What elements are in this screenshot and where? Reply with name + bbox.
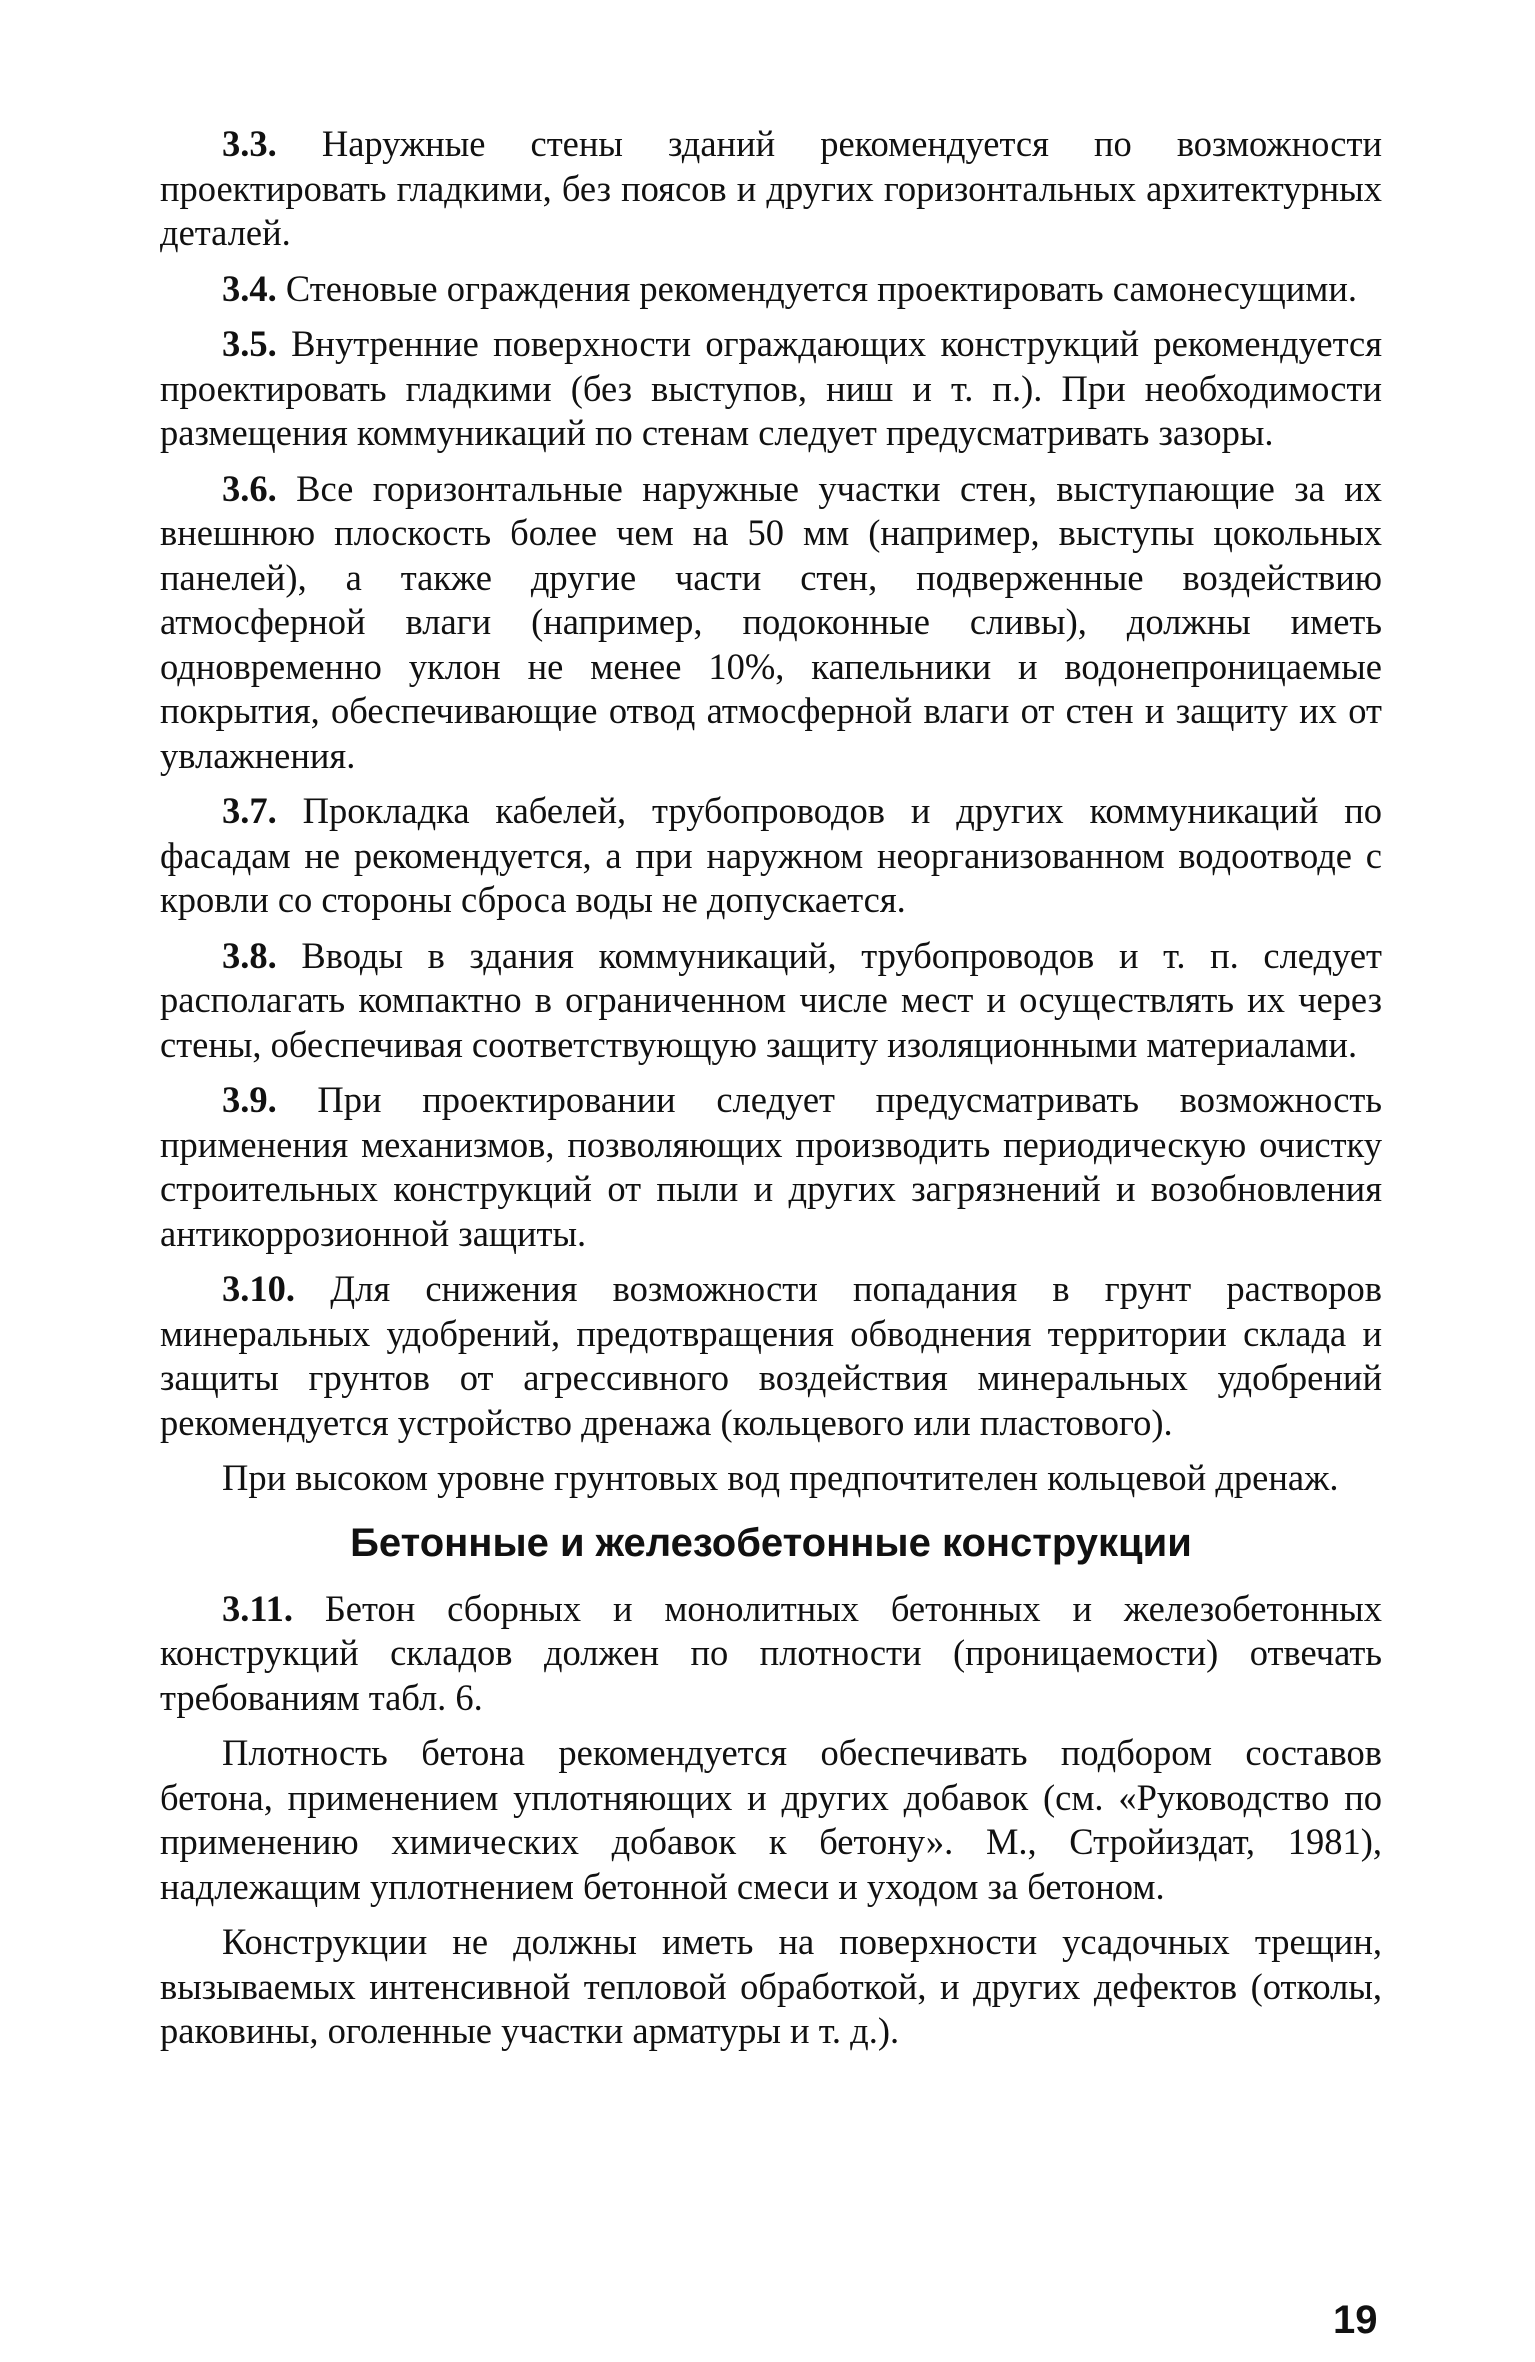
paragraph-3-8 bbox=[160, 934, 1382, 1068]
paragraph-3-4 bbox=[160, 267, 1382, 312]
section-title: Бетонные и железобетонные конструкции bbox=[350, 1520, 1192, 1565]
paragraph-text: При высоком уровне грунтовых вод предпочтителен кольцевой дренаж. bbox=[222, 1457, 1339, 1498]
clause-number: 3.9. bbox=[222, 1079, 277, 1120]
paragraph-3-10 bbox=[160, 1267, 1382, 1445]
paragraph-3-3 bbox=[160, 122, 1382, 256]
paragraph-text: Наружные стены зданий рекомендуется по возможности проектировать гладкими, без поясов и других горизонтальных архитектурных деталей. bbox=[160, 123, 1382, 253]
paragraph-text: Стеновые ограждения рекомендуется проектировать самонесущими. bbox=[285, 267, 1358, 309]
clause-number: 3.5. bbox=[222, 323, 277, 364]
clause-number: 3.6. bbox=[222, 467, 277, 509]
clause-number: 3.10. bbox=[222, 1268, 295, 1309]
paragraph-3-5 bbox=[160, 322, 1382, 456]
paragraph-text: Вводы в здания коммуникаций, трубопроводов и т. п. следует располагать компактно в ограниченном числе мест и осуществлять их через стены, обеспечивая соответствующую защиту изоляционными материалами. bbox=[160, 934, 1383, 1065]
clause-number: 3.4. bbox=[222, 267, 277, 309]
clause-number: 3.11. bbox=[222, 1587, 293, 1629]
paragraph-text: Внутренние поверхности ограждающих конструкций рекомендуется проектировать гладкими (без выступов, ниш и т. п.). При необходимости размещения коммуникаций по стенам следует предусматривать зазоры. bbox=[160, 323, 1383, 453]
paragraph-3-11 bbox=[160, 1587, 1382, 1721]
paragraph-3-7 bbox=[160, 789, 1382, 923]
paragraph-3-9 bbox=[160, 1078, 1382, 1256]
paragraph-density bbox=[160, 1731, 1382, 1909]
paragraph-text: При проектировании следует предусматривать возможность применения механизмов, позволяющих производить периодическую очистку строительных конструкций от пыли и других загрязнений и возобновления антикоррозионной защиты. bbox=[160, 1079, 1383, 1254]
paragraph-3-6 bbox=[160, 467, 1382, 779]
paragraph-text: Все горизонтальные наружные участки стен, выступающие за их внешнюю плоскость более чем на 50 мм (например, выступы цокольных панелей), а также другие части стен, подверженные воздействию атмосферной влаги (например, подоконные сливы), должны иметь одновременно уклон не менее 10%, капельники и водонепроницаемые покрытия, обеспечивающие отвод атмосферной влаги от стен и защиту их от увлажнения. bbox=[160, 467, 1383, 776]
paragraph-defects bbox=[160, 1920, 1382, 2054]
text-column bbox=[160, 122, 1382, 2065]
paragraph-text: Бетон сборных и монолитных бетонных и железобетонных конструкций складов должен по плотности (проницаемости) отвечать требованиям табл. 6. bbox=[160, 1587, 1383, 1718]
paragraph-text: Конструкции не должны иметь на поверхности усадочных трещин, вызываемых интенсивной тепловой обработкой, и других дефектов (отколы, раковины, оголенные участки арматуры и т. д.). bbox=[160, 1921, 1382, 2051]
page-number: 19 bbox=[1333, 2298, 1378, 2342]
paragraph-text: Плотность бетона рекомендуется обеспечивать подбором составов бетона, применением уплотняющих и других добавок (см. «Руководство по применению химических добавок к бетону». М., Стройиздат, 1981), надлежащим уплотнением бетонной смеси и уходом за бетоном. bbox=[160, 1732, 1382, 1907]
clause-number: 3.3. bbox=[222, 123, 277, 164]
clause-number: 3.7. bbox=[222, 790, 277, 831]
paragraph-drainage bbox=[160, 1456, 1382, 1501]
paragraph-text: Для снижения возможности попадания в грунт растворов минеральных удобрений, предотвращения обводнения территории склада и защиты грунтов от агрессивного воздействия минеральных удобрений рекомендуется устройство дренажа (кольцевого или пластового). bbox=[160, 1268, 1383, 1443]
clause-number: 3.8. bbox=[222, 934, 277, 976]
paragraph-text: Прокладка кабелей, трубопроводов и других коммуникаций по фасадам не рекомендуется, а при наружном неорганизованном водоотводе с кровли со стороны сброса воды не допускается. bbox=[160, 790, 1383, 920]
